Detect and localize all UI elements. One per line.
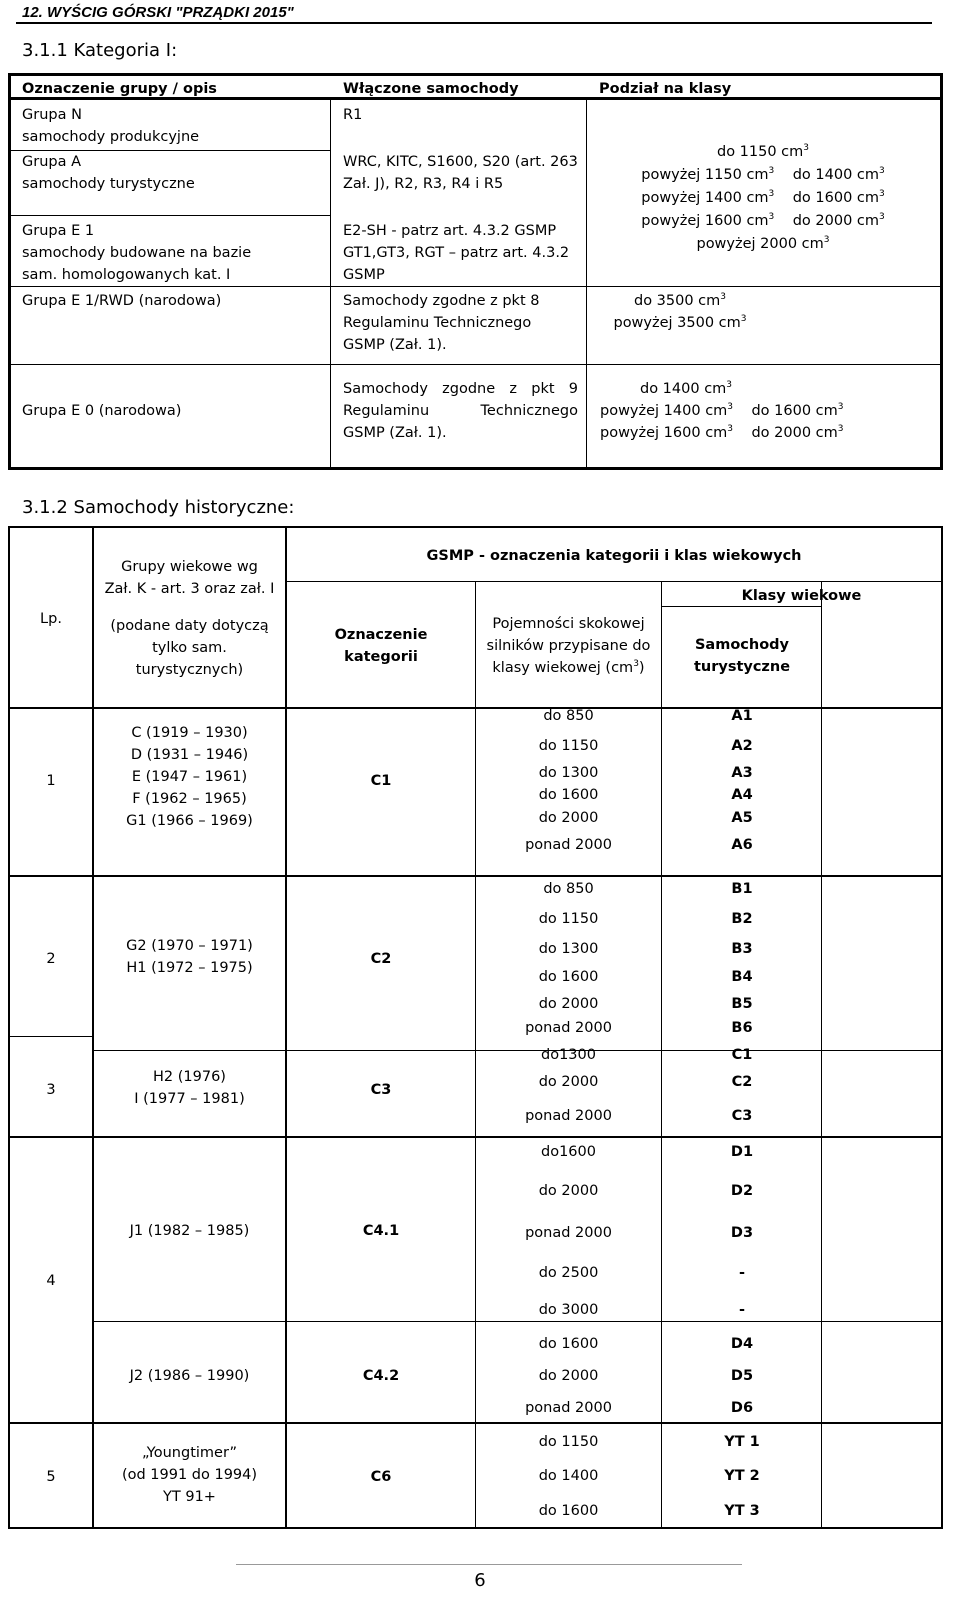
included-cars: Samochody zgodne z pkt 8 Regulaminu Technicznego GSMP (Zał. 1). — [343, 293, 540, 353]
age-class: D4 — [730, 1336, 754, 1352]
table-border — [8, 467, 943, 470]
capacity-cell: ponad 2000 — [525, 1225, 612, 1241]
capacity-cell: do 2000 — [538, 810, 599, 826]
category-code: C4.2 — [362, 1368, 400, 1384]
capacity-cell: do 2500 — [538, 1265, 599, 1281]
capacity-cell: do 2000 — [538, 1074, 599, 1090]
category-code: C2 — [370, 951, 392, 967]
age-groups: J2 (1986 – 1990) — [129, 1368, 250, 1384]
age-class: A1 — [731, 708, 753, 724]
capacity-cell: do 1600 — [538, 969, 599, 985]
class-line: powyżej 1400 $cm^3$ do 1600 $cm^3$ — [600, 402, 844, 419]
row-lp: 2 — [46, 951, 56, 967]
class-line: do 1150 $cm^3$ — [716, 143, 810, 160]
capacity-cell: do 1600 — [538, 1503, 599, 1519]
table-border — [940, 73, 943, 470]
class-list — [588, 141, 938, 256]
capacity-cell: do 1300 — [538, 765, 599, 781]
group-name: Grupa N samochody produkcyjne — [22, 107, 200, 145]
table-border — [8, 1136, 943, 1138]
footer-rule — [236, 1564, 742, 1565]
age-class: - — [738, 1265, 746, 1281]
capacity-cell: do 2000 — [538, 1368, 599, 1384]
class-line: powyżej 1400 $cm^3$ do 1600 $cm^3$ — [641, 189, 885, 206]
capacity-cell: ponad 2000 — [525, 1108, 612, 1124]
included-cars: R1 — [343, 107, 363, 123]
header-age-classes: Klasy wiekowe — [741, 588, 862, 604]
class-list — [605, 290, 755, 334]
age-class: D5 — [730, 1368, 754, 1384]
table-border — [8, 875, 943, 877]
age-class: D3 — [730, 1225, 754, 1241]
capacity-cell: ponad 2000 — [525, 1400, 612, 1416]
age-groups: G2 (1970 – 1971) H1 (1972 – 1975) — [126, 938, 253, 976]
header-capacity: Pojemności skokowej silników przypisane do klasy wiekowej $(cm^3)$ — [486, 616, 651, 676]
section-1-title: 3.1.1 Kategoria I: — [22, 40, 178, 61]
document-header: 12. WYŚCIG GÓRSKI "PRZĄDKI 2015" — [22, 4, 294, 21]
age-class: B1 — [731, 881, 753, 897]
header-category: Oznaczenie kategorii — [334, 627, 428, 665]
age-class: B6 — [731, 1020, 753, 1036]
table-border — [285, 581, 941, 582]
table-border — [8, 1527, 943, 1529]
age-class: - — [738, 1302, 746, 1318]
header-classes: Podział na klasy — [599, 81, 732, 97]
age-class: A3 — [731, 765, 753, 781]
header-rule — [16, 22, 932, 24]
age-class: D2 — [730, 1183, 754, 1199]
table-border — [8, 73, 943, 76]
table-border — [10, 215, 330, 216]
table-border — [10, 364, 940, 365]
capacity-cell: ponad 2000 — [525, 1020, 612, 1036]
capacity-cell: do1600 — [541, 1144, 596, 1160]
table-border — [94, 1321, 941, 1322]
capacity-cell: do 1300 — [538, 941, 599, 957]
group-name: Grupa E 1 samochody budowane na bazie sam. homologowanych kat. I — [22, 223, 252, 283]
age-class: YT 1 — [724, 1434, 760, 1450]
header-age-groups-note: (podane daty dotyczą tylko sam. turystycznych) — [110, 618, 269, 678]
age-class: YT 2 — [724, 1468, 760, 1484]
class-line: do 1400 $cm^3$ — [640, 380, 733, 397]
class-list — [600, 378, 850, 444]
group-name: Grupa E 1/RWD (narodowa) — [22, 293, 222, 309]
row-lp: 1 — [46, 773, 56, 789]
class-line: do 3500 $cm^3$ — [633, 292, 727, 309]
capacity-cell: do 1400 — [538, 1468, 599, 1484]
class-line: powyżej 1600 $cm^3$ do 2000 $cm^3$ — [600, 424, 844, 441]
capacity-cell: do 2000 — [538, 1183, 599, 1199]
table-border — [586, 97, 587, 469]
header-touring-cars: Samochody turystyczne — [693, 637, 791, 675]
age-class: C3 — [731, 1108, 753, 1124]
age-class: A6 — [731, 837, 753, 853]
class-line: powyżej 3500 $cm^3$ — [613, 314, 747, 331]
age-class: B4 — [731, 969, 753, 985]
capacity-cell: ponad 2000 — [525, 837, 612, 853]
included-cars: WRC, KITC, S1600, S20 (art. 263 Zał. J), R2, R3, R4 i R5 — [343, 154, 578, 192]
header-lp: Lp. — [40, 611, 62, 627]
group-name: Grupa A samochody turystyczne — [22, 154, 195, 192]
table-border — [10, 286, 940, 287]
table-border — [941, 526, 943, 1529]
capacity-cell: do 1150 — [538, 911, 599, 927]
category-code: C6 — [370, 1469, 392, 1485]
row-lp: 5 — [46, 1469, 56, 1485]
age-class: B5 — [731, 996, 753, 1012]
capacity-cell: do 1150 — [538, 1434, 599, 1450]
category-code: C4.1 — [362, 1223, 400, 1239]
page-number: 6 — [474, 1570, 486, 1591]
age-class: B3 — [731, 941, 753, 957]
age-class: A5 — [731, 810, 753, 826]
capacity-cell: do 1600 — [538, 1336, 599, 1352]
capacity-cell: do 1150 — [538, 738, 599, 754]
capacity-cell: do 850 — [543, 881, 594, 897]
age-class: YT 3 — [724, 1503, 760, 1519]
table-border — [8, 526, 10, 1529]
age-class: D1 — [730, 1144, 754, 1160]
capacity-cell: do1300 — [541, 1047, 596, 1063]
age-groups: C (1919 – 1930) D (1931 – 1946) E (1947 – 1961) F (1962 – 1965) G1 (1966 – 1969) — [126, 725, 253, 829]
table-border — [8, 526, 943, 528]
row-lp: 4 — [46, 1273, 56, 1289]
age-class: C1 — [731, 1047, 753, 1063]
table-border — [8, 73, 11, 470]
capacity-cell: do 3000 — [538, 1302, 599, 1318]
header-gsmp: GSMP - oznaczenia kategorii i klas wiekowych — [426, 548, 802, 564]
category-code: C3 — [370, 1082, 392, 1098]
table-border — [330, 97, 331, 469]
capacity-cell: do 850 — [543, 708, 594, 724]
age-class: A4 — [731, 787, 753, 803]
row-lp: 3 — [46, 1082, 56, 1098]
category-code: C1 — [370, 773, 392, 789]
age-class: B2 — [731, 911, 753, 927]
group-name: Grupa E 0 (narodowa) — [22, 403, 182, 419]
capacity-cell: do 1600 — [538, 787, 599, 803]
table-border — [8, 1422, 943, 1424]
age-class: D6 — [730, 1400, 754, 1416]
header-cars: Włączone samochody — [343, 81, 519, 97]
age-class: C2 — [731, 1074, 753, 1090]
age-groups: J1 (1982 – 1985) — [129, 1223, 250, 1239]
table-border — [8, 1036, 94, 1037]
header-age-groups: Grupy wiekowe wg Zał. K - art. 3 oraz zał. I — [104, 559, 275, 597]
class-line: powyżej 1600 $cm^3$ do 2000 $cm^3$ — [641, 212, 885, 229]
class-line: powyżej 1150 $cm^3$ do 1400 $cm^3$ — [641, 166, 885, 183]
age-groups: „Youngtimer” (od 1991 do 1994) YT 91+ — [121, 1445, 258, 1505]
section-2-title: 3.1.2 Samochody historyczne: — [22, 497, 295, 518]
included-cars: Samochody zgodne z pkt 9 Regulaminu Technicznego GSMP (Zał. 1). — [343, 381, 578, 441]
age-groups: H2 (1976) I (1977 – 1981) — [134, 1069, 245, 1107]
capacity-cell: do 2000 — [538, 996, 599, 1012]
class-line: powyżej 2000 $cm^3$ — [696, 235, 830, 252]
header-group: Oznaczenie grupy / opis — [22, 81, 217, 97]
age-class: A2 — [731, 738, 753, 754]
included-cars: E2-SH - patrz art. 4.3.2 GSMP GT1,GT3, RGT – patrz art. 4.3.2 GSMP — [343, 223, 570, 283]
